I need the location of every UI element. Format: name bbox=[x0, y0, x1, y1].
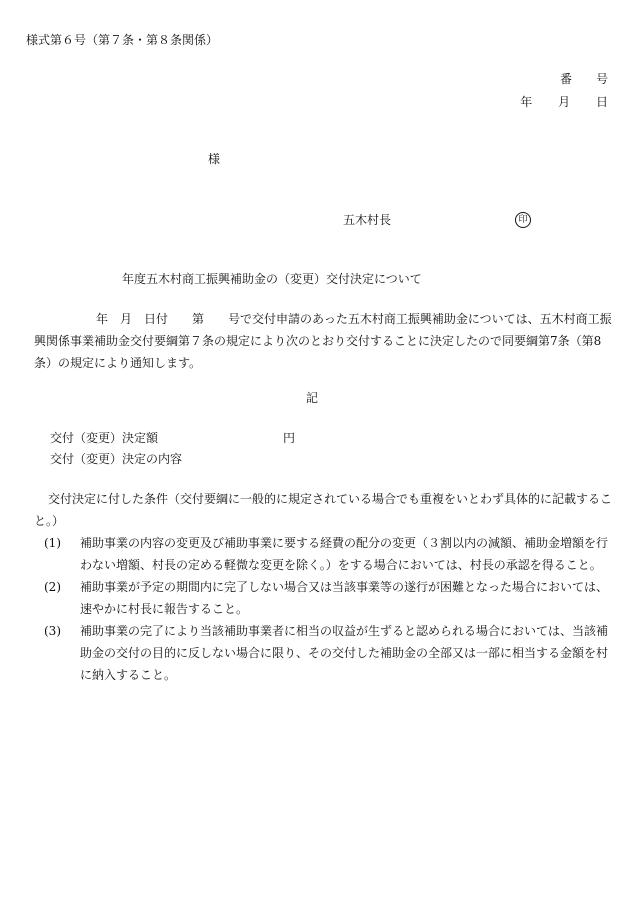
condition-number: (2) bbox=[44, 580, 61, 594]
condition-item bbox=[44, 620, 616, 686]
condition-item bbox=[44, 532, 616, 576]
conditions-list bbox=[44, 532, 616, 686]
form-number: 様式第６号（第７条・第８条関係） bbox=[26, 33, 219, 47]
ki-heading: 記 bbox=[306, 391, 319, 405]
condition-item bbox=[44, 576, 616, 620]
condition-text: 補助事業が予定の期間内に完了しない場合又は当該事業等の遂行が困難となった場合においては、速やかに村長に報告すること。 bbox=[80, 580, 609, 616]
date-year: 年 bbox=[520, 95, 533, 109]
document-title: 年度五木村商工振興補助金の（変更）交付決定について bbox=[122, 272, 422, 286]
document-number-label: 番 号 bbox=[559, 72, 608, 86]
date-line bbox=[498, 95, 608, 109]
date-day: 日 bbox=[595, 95, 608, 109]
addressee-suffix: 様 bbox=[208, 152, 221, 166]
condition-text: 補助事業の完了により当該補助事業者に相当の収益が生ずると認められる場合においては、当該補助金の交付の目的に反しない場合に限り、その交付した補助金の全部又は一部に相当する金額を村に納入すること。 bbox=[80, 624, 609, 682]
condition-number: (1) bbox=[44, 536, 61, 550]
conditions-intro: 交付決定に付した条件（交付要綱に一般的に規定されている場合でも重複をいとわず具体的に記載すること。） bbox=[34, 492, 613, 528]
amount-unit: 円 bbox=[283, 431, 296, 445]
seal-mark: 印 bbox=[515, 212, 531, 228]
amount-label: 交付（変更）決定額 bbox=[50, 431, 159, 445]
sender-name: 五木村長 bbox=[343, 213, 392, 227]
body-paragraph: 年 月 日付 第 号で交付申請のあった五木村商工振興補助金については、五木村商工振興関係事業補助金交付要綱第７条の規定により次のとおり交付することに決定したので同要綱第7条（第8条）の規定により通知します。 bbox=[34, 312, 612, 370]
condition-number: (3) bbox=[44, 624, 61, 638]
date-month: 月 bbox=[558, 95, 571, 109]
condition-text: 補助事業の内容の変更及び補助事業に要する経費の配分の変更（３割以内の減額、補助金増額を行わない増額、村長の定める軽微な変更を除く。）をする場合においては、村長の承認を得ること。 bbox=[80, 536, 609, 572]
content-label: 交付（変更）決定の内容 bbox=[50, 452, 183, 466]
